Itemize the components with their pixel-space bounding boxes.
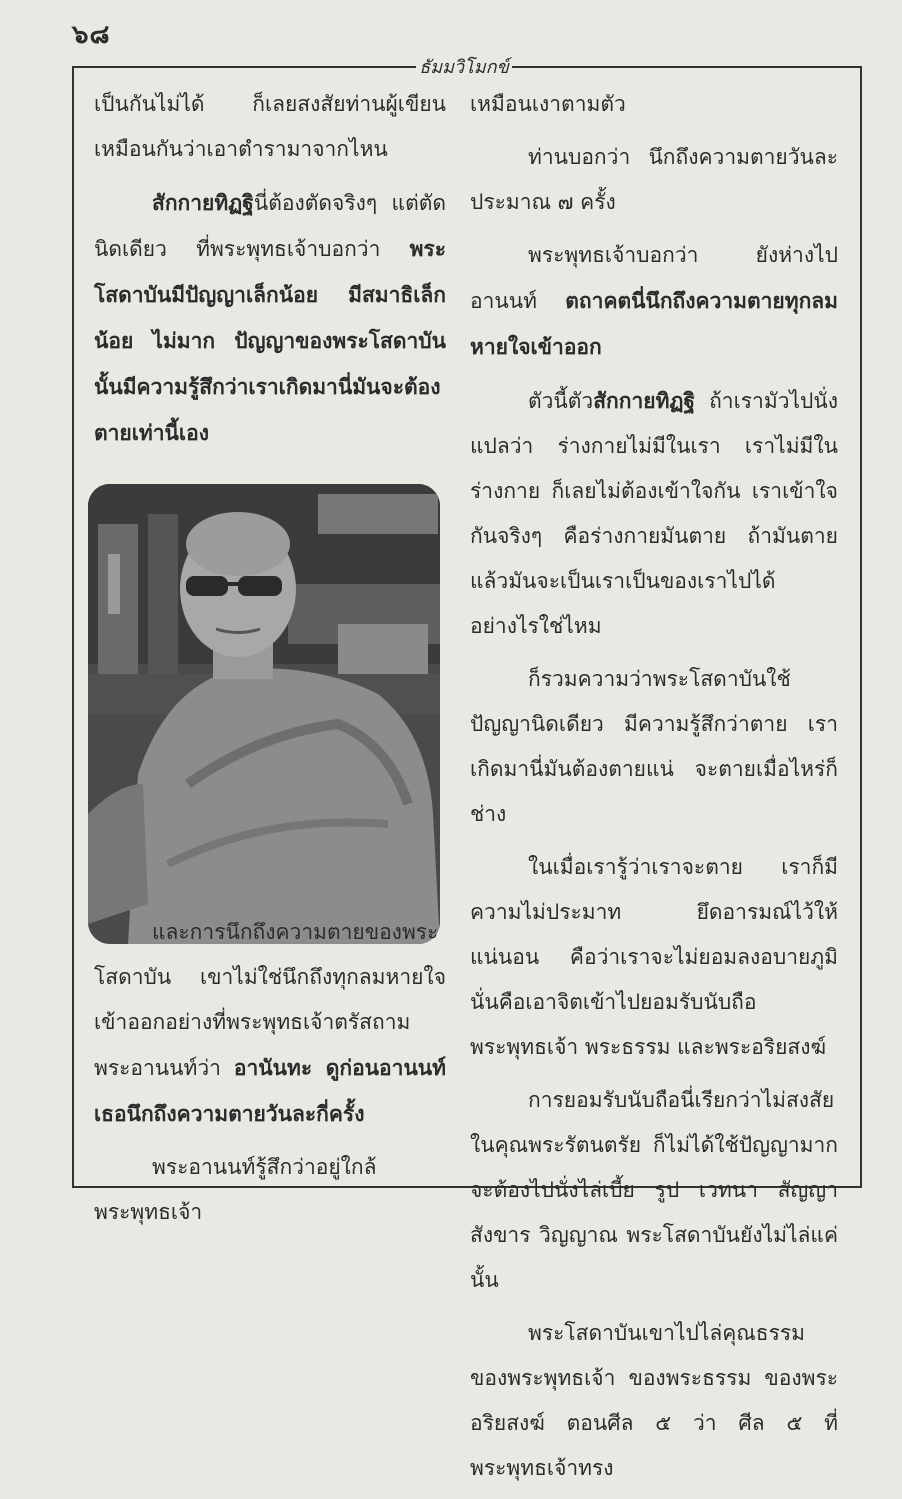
page-number: ๖๘ — [72, 20, 111, 50]
left-column-bottom — [94, 910, 446, 1243]
left-paragraph-2-bold: พระโสดาบันมีปัญญาเล็กน้อย มีสมาธิเล็กน้อย ไม่มาก ปัญญาของพระโสดาบันนั้นมีความรู้สึกว่าเราเกิดมานี่มันจะต้องตายเท่านี้เอง — [94, 236, 446, 445]
right-paragraph-3-bold: ตถาคตนี่นึกถึงความตายทุกลมหายใจเข้าออก — [470, 288, 838, 359]
right-paragraph-8: พระโสดาบันเขาไปไล่คุณธรรมของพระพุทธเจ้า ของพระธรรม ของพระอริยสงฆ์ ตอนศีล ๕ ว่า ศีล ๕ ที่พระพุทธเจ้าทรง — [470, 1321, 838, 1480]
right-paragraph-4-bold: สักกายทิฏฐิ — [593, 388, 696, 413]
right-paragraph-1: เหมือนเงาตามตัว — [470, 92, 626, 116]
right-paragraph-4 — [470, 378, 838, 649]
monk-photo — [88, 484, 440, 944]
monk-portrait-icon — [88, 484, 440, 944]
right-paragraph-7: การยอมรับนับถือนี่เรียกว่าไม่สงสัยในคุณพระรัตนตรัย ก็ไม่ได้ใช้ปัญญามาก จะต้องไปนั่งไล่เบี้ย รูป เวทนา สัญญา สังขาร วิญญาณ พระโสดาบันยังไม่ไล่แค่นั้น — [470, 1088, 838, 1292]
left-paragraph-3 — [94, 910, 446, 1137]
right-paragraph-6: ในเมื่อเรารู้ว่าเราจะตาย เราก็มีความไม่ประมาท ยึดอารมณ์ไว้ให้แน่นอน คือว่าเราจะไม่ยอมลงอบายภูมิ นั่นคือเอาจิตเข้าไปยอมรับนับถือพระพุทธเจ้า พระธรรม และพระอริยสงฆ์ — [470, 855, 838, 1059]
right-paragraph-4-text-b: ถ้าเรามัวไปนั่งแปลว่า ร่างกายไม่มีในเรา เราไม่มีในร่างกาย ก็เลยไม่ต้องเข้าใจกัน เราเข้าใจกันจริงๆ คือร่างกายมันตาย ถ้ามันตายแล้วมันจะเป็นเราเป็นของเราไปได้อย่างไรใช่ไหม — [470, 389, 838, 638]
right-paragraph-3-text: พระพุทธเจ้าบอกว่า ยังห่างไปอานนท์ — [470, 243, 838, 313]
left-paragraph-3-text: และการนึกถึงความตายของพระโสดาบัน เขาไม่ใช่นึกถึงทุกลมหายใจเข้าออกอย่างที่พระพุทธเจ้าตรัสถามพระอานนท์ว่า — [94, 920, 446, 1080]
right-column — [470, 82, 838, 1499]
left-paragraph-2-text: นี่ต้องตัดจริงๆ แต่ตัดนิดเดียว ที่พระพุทธเจ้าบอกว่า — [94, 191, 446, 261]
left-paragraph-4: พระอานนท์รู้สึกว่าอยู่ใกล้พระพุทธเจ้า — [94, 1155, 377, 1224]
term-sakkaya-ditthi: สักกายทิฏฐิ — [152, 190, 254, 215]
left-column — [94, 82, 446, 978]
right-paragraph-5: ก็รวมความว่าพระโสดาบันใช้ปัญญานิดเดียว มีความรู้สึกว่าตาย เราเกิดมานี่มันต้องตายแน่ จะตายเมื่อไหร่ก็ช่าง — [470, 667, 838, 826]
left-paragraph-1: เป็นกันไม่ได้ ก็เลยสงสัยท่านผู้เขียนเหมือนกันว่าเอาตำรามาจากไหน — [94, 92, 446, 161]
left-paragraph-2 — [94, 180, 446, 456]
right-paragraph-2: ท่านบอกว่า นึกถึงความตายวันละประมาณ ๗ ครั้ง — [470, 145, 838, 214]
running-head: ธัมมวิโมกข์ — [419, 57, 509, 78]
left-paragraph-3-bold: อานันทะ ดูก่อนอานนท์ เธอนึกถึงความตายวันละกี่ครั้ง — [94, 1055, 446, 1126]
right-paragraph-3 — [470, 233, 838, 370]
right-paragraph-4-text-a: ตัวนี้ตัว — [528, 389, 594, 413]
